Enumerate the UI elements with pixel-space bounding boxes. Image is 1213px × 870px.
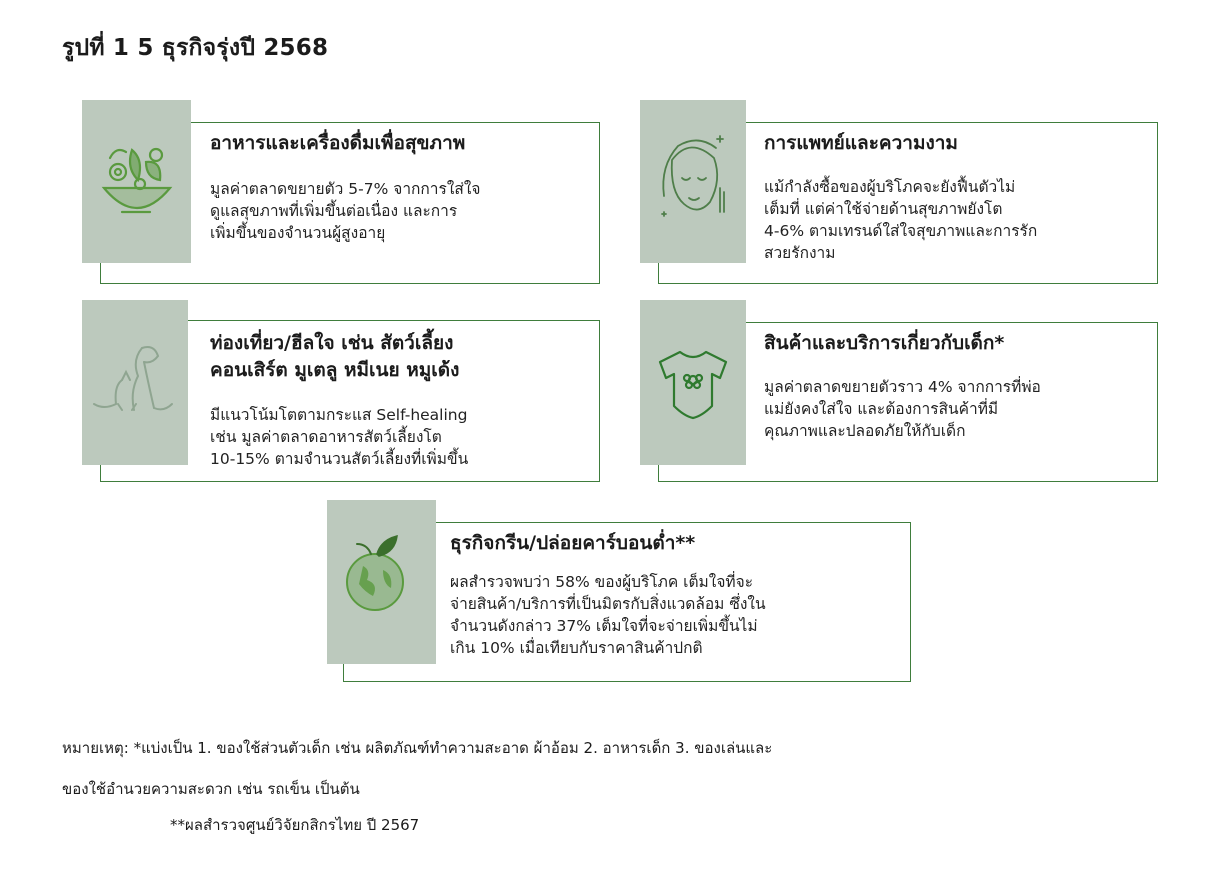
card-body — [210, 404, 468, 470]
card-medical-beauty — [640, 100, 1160, 295]
card-title-line: สินค้าและบริการเกี่ยวกับเด็ก* — [764, 332, 1005, 354]
card-title — [764, 130, 958, 157]
card-body-line: เกิน 10% เมื่อเทียบกับราคาสินค้าปกติ — [450, 639, 703, 657]
card-title-line: คอนเสิร์ต มูเตลู หมีเนย หมูเด้ง — [210, 359, 460, 381]
card-body-line: แม่ยังคงใส่ใจ และต้องการสินค้าที่มี — [764, 400, 999, 418]
card-body-line: เช่น มูลค่าตลาดอาหารสัตว์เลี้ยงโต — [210, 428, 442, 446]
card-icon-panel — [640, 100, 746, 263]
woman-face-icon — [640, 100, 746, 263]
card-icon-panel — [82, 100, 191, 263]
card-title-line: การแพทย์และความงาม — [764, 132, 958, 154]
card-title — [764, 330, 1004, 357]
card-title-line: ธุรกิจกรีน/ปล่อยคาร์บอนต่ำ** — [450, 532, 696, 554]
salad-bowl-icon — [82, 100, 191, 263]
card-body-line: 10-15% ตามจำนวนสัตว์เลี้ยงที่เพิ่มขึ้น — [210, 450, 469, 468]
card-body-line: คุณภาพและปลอดภัยให้กับเด็ก — [764, 422, 966, 440]
card-health-food — [82, 100, 602, 290]
card-icon-panel — [327, 500, 436, 664]
card-body-line: สวยรักงาม — [764, 244, 836, 262]
card-body-line: มูลค่าตลาดขยายตัว 5-7% จากการใส่ใจ — [210, 180, 481, 198]
footnote-line: ของใช้อำนวยความสะดวก เช่น รถเข็น เป็นต้น — [62, 780, 360, 798]
dog-and-cat-icon — [82, 300, 188, 465]
card-body-line: เพิ่มขึ้นของจำนวนผู้สูงอายุ — [210, 224, 386, 242]
card-title-line: ท่องเที่ยว/ฮีลใจ เช่น สัตว์เลี้ยง — [210, 332, 454, 354]
card-body-line: ผลสำรวจพบว่า 58% ของผู้บริโภค เต็มใจที่จะ — [450, 573, 754, 591]
card-body-line: จ่ายสินค้า/บริการที่เป็นมิตรกับสิ่งแวดล้อม ซึ่งใน — [450, 595, 766, 613]
footnote-source: **ผลสำรวจศูนย์วิจัยกสิกรไทย ปี 2567 — [170, 816, 420, 834]
card-body-line: แม้กำลังซื้อของผู้บริโภคจะยังฟื้นตัวไม่ — [764, 178, 1016, 196]
card-body-line: ดูแลสุขภาพที่เพิ่มขึ้นต่อเนื่อง และการ — [210, 202, 458, 220]
card-body-line: มีแนวโน้มโตตามกระแส Self-healing — [210, 406, 468, 424]
card-title — [210, 130, 465, 157]
card-title — [450, 530, 695, 557]
footnotes — [62, 728, 772, 840]
footnote-line: หมายเหตุ: *แบ่งเป็น 1. ของใช้ส่วนตัวเด็ก เช่น ผลิตภัณฑ์ทำความสะอาด ผ้าอ้อม 2. อาหารเด็ก 3. ของเล่นและ — [62, 739, 773, 757]
green-earth-leaf-icon — [327, 500, 436, 664]
card-icon-panel — [82, 300, 188, 465]
card-body-line: จำนวนดังกล่าว 37% เต็มใจที่จะจ่ายเพิ่มขึ้นไม่ — [450, 617, 758, 635]
card-body-line: มูลค่าตลาดขยายตัวราว 4% จากการที่พ่อ — [764, 378, 1041, 396]
card-green-business — [327, 500, 937, 685]
card-healing-travel — [82, 300, 602, 485]
card-title — [210, 330, 459, 384]
page-title: รูปที่ 1 5 ธุรกิจรุ่งปี 2568 — [62, 35, 329, 61]
card-body — [210, 178, 481, 244]
card-body-line: เต็มที่ แต่ค่าใช้จ่ายด้านสุขภาพยังโต — [764, 200, 1003, 218]
baby-onesie-icon — [640, 300, 746, 465]
card-body — [764, 176, 1037, 264]
card-body — [764, 376, 1041, 442]
card-icon-panel — [640, 300, 746, 465]
card-body-line: 4-6% ตามเทรนด์ใส่ใจสุขภาพและการรัก — [764, 222, 1038, 240]
card-title-line: อาหารและเครื่องดื่มเพื่อสุขภาพ — [210, 132, 466, 154]
card-kids-products — [640, 300, 1160, 485]
card-body — [450, 571, 766, 659]
